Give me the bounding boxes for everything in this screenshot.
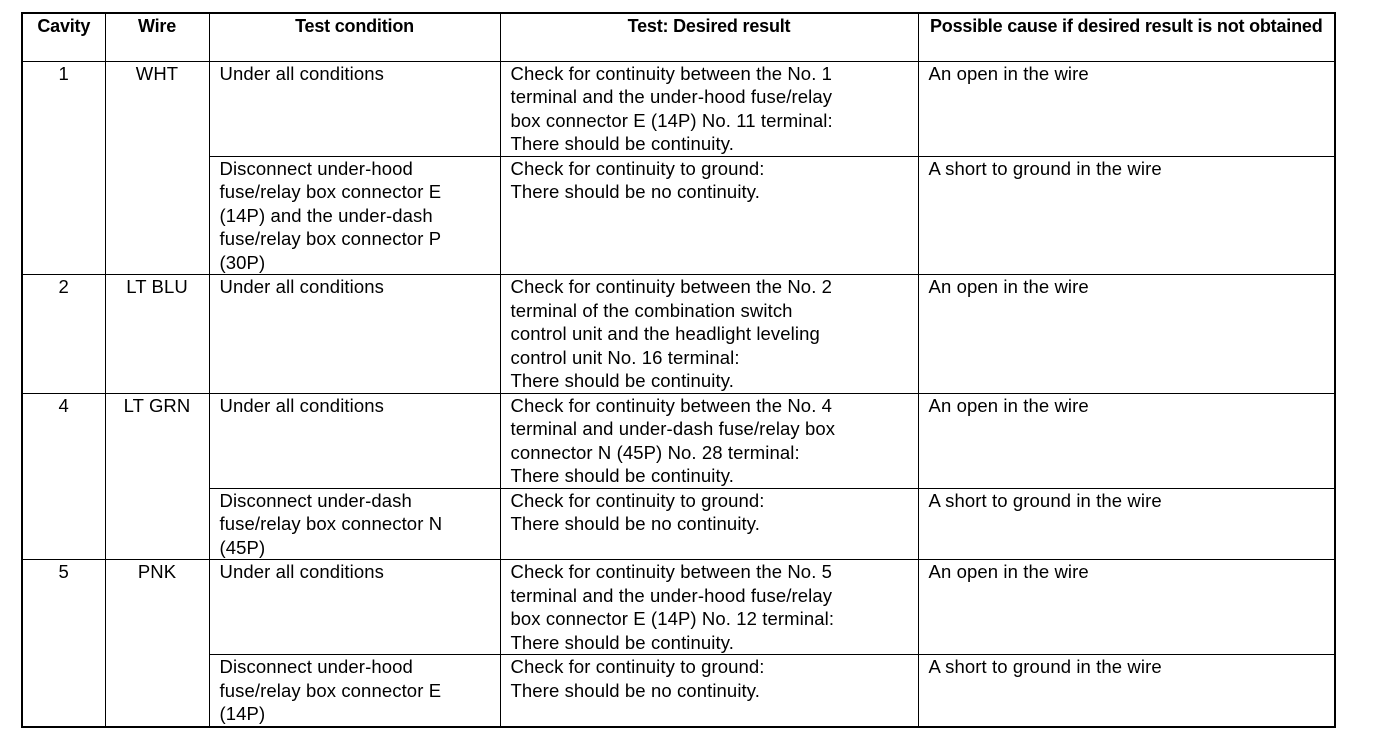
header-possible-cause: Possible cause if desired result is not obtained [918,13,1335,61]
cavity-cell: 1 [22,61,105,275]
test-condition-cell-line: fuse/relay box connector N [219,513,443,534]
test-condition-cell-line: Disconnect under-dash [219,489,412,511]
header-row [22,13,1335,61]
test-condition-cell-line: (45P) [219,536,266,558]
desired-result-cell-line: terminal and the under-hood fuse/relay [510,584,833,606]
test-condition-cell-line: fuse/relay box connector E [219,181,442,202]
desired-result-cell-line: Check for continuity between the No. 1 [510,62,833,84]
header-cavity: Cavity [22,13,105,61]
desired-result-cell-line: Check for continuity between the No. 2 [510,276,833,297]
header-test-condition: Test condition [209,13,500,61]
cavity-cell: 5 [22,560,105,727]
desired-result-cell-line: There should be continuity. [510,133,734,154]
possible-cause-cell: A short to ground in the wire [918,655,1335,727]
test-condition-cell [209,488,500,560]
desired-result-cell-line: There should be continuity. [510,631,734,653]
test-condition-cell-line: (14P) and the under-dash [219,204,433,226]
desired-result-cell-line: control unit and the headlight leveling [510,323,820,344]
desired-result-cell-line: box connector E (14P) No. 12 terminal: [510,608,835,629]
desired-result-cell [500,156,918,275]
desired-result-cell-line: There should be no continuity. [510,513,760,534]
desired-result-cell-line: terminal of the combination switch [510,299,793,321]
cavity-cell: 4 [22,393,105,560]
possible-cause-cell: An open in the wire [918,61,1335,156]
cavity-cell: 2 [22,275,105,394]
desired-result-cell [500,655,918,727]
header-wire: Wire [105,13,209,61]
possible-cause-cell: A short to ground in the wire [918,488,1335,560]
desired-result-cell [500,488,918,560]
table-row [22,560,1335,655]
table-row [22,275,1335,394]
desired-result-cell-line: There should be no continuity. [510,679,760,701]
desired-result-cell-line: control unit No. 16 terminal: [510,346,740,368]
test-condition-cell [209,275,500,394]
test-condition-cell-line: Disconnect under-hood [219,656,413,677]
desired-result-cell-line: There should be continuity. [510,370,734,391]
table-row [22,393,1335,488]
possible-cause-cell: A short to ground in the wire [918,156,1335,275]
desired-result-cell [500,275,918,394]
test-condition-cell-line: fuse/relay box connector P [219,228,442,249]
test-condition-cell-line: Under all conditions [219,561,384,582]
wire-color-cell: PNK [105,560,209,727]
test-condition-cell-line: Under all conditions [219,276,384,297]
possible-cause-cell: An open in the wire [918,275,1335,394]
test-condition-cell-line: (30P) [219,251,266,273]
desired-result-cell-line: Check for continuity between the No. 4 [510,394,833,416]
header-desired-result: Test: Desired result [500,13,918,61]
desired-result-cell-line: Check for continuity to ground: [510,656,765,677]
test-condition-cell-line: Under all conditions [219,394,384,416]
table-row [22,156,1335,275]
test-table [21,12,1336,728]
wire-color-cell: LT BLU [105,275,209,394]
desired-result-cell-line: Check for continuity between the No. 5 [510,561,833,582]
desired-result-cell [500,393,918,488]
test-condition-cell-line: (14P) [219,703,266,724]
desired-result-cell-line: box connector E (14P) No. 11 terminal: [510,109,833,131]
table-row [22,61,1335,156]
desired-result-cell-line: There should be no continuity. [510,181,760,202]
desired-result-cell [500,560,918,655]
wire-color-cell: WHT [105,61,209,275]
test-condition-cell [209,655,500,727]
desired-result-cell-line: connector N (45P) No. 28 terminal: [510,441,800,463]
test-condition-cell-line: fuse/relay box connector E [219,679,442,701]
possible-cause-cell: An open in the wire [918,560,1335,655]
test-condition-cell [209,61,500,156]
desired-result-cell [500,61,918,156]
wire-color-cell: LT GRN [105,393,209,560]
test-condition-cell [209,393,500,488]
table-row [22,655,1335,727]
desired-result-cell-line: terminal and the under-hood fuse/relay [510,86,833,107]
desired-result-cell-line: Check for continuity to ground: [510,489,765,511]
possible-cause-cell: An open in the wire [918,393,1335,488]
test-condition-cell-line: Under all conditions [219,62,384,84]
desired-result-cell-line: terminal and under-dash fuse/relay box [510,418,836,439]
desired-result-cell-line: Check for continuity to ground: [510,157,765,179]
desired-result-cell-line: There should be continuity. [510,465,734,486]
table-row [22,488,1335,560]
test-condition-cell-line: Disconnect under-hood [219,157,413,179]
test-condition-cell [209,560,500,655]
test-condition-cell [209,156,500,275]
